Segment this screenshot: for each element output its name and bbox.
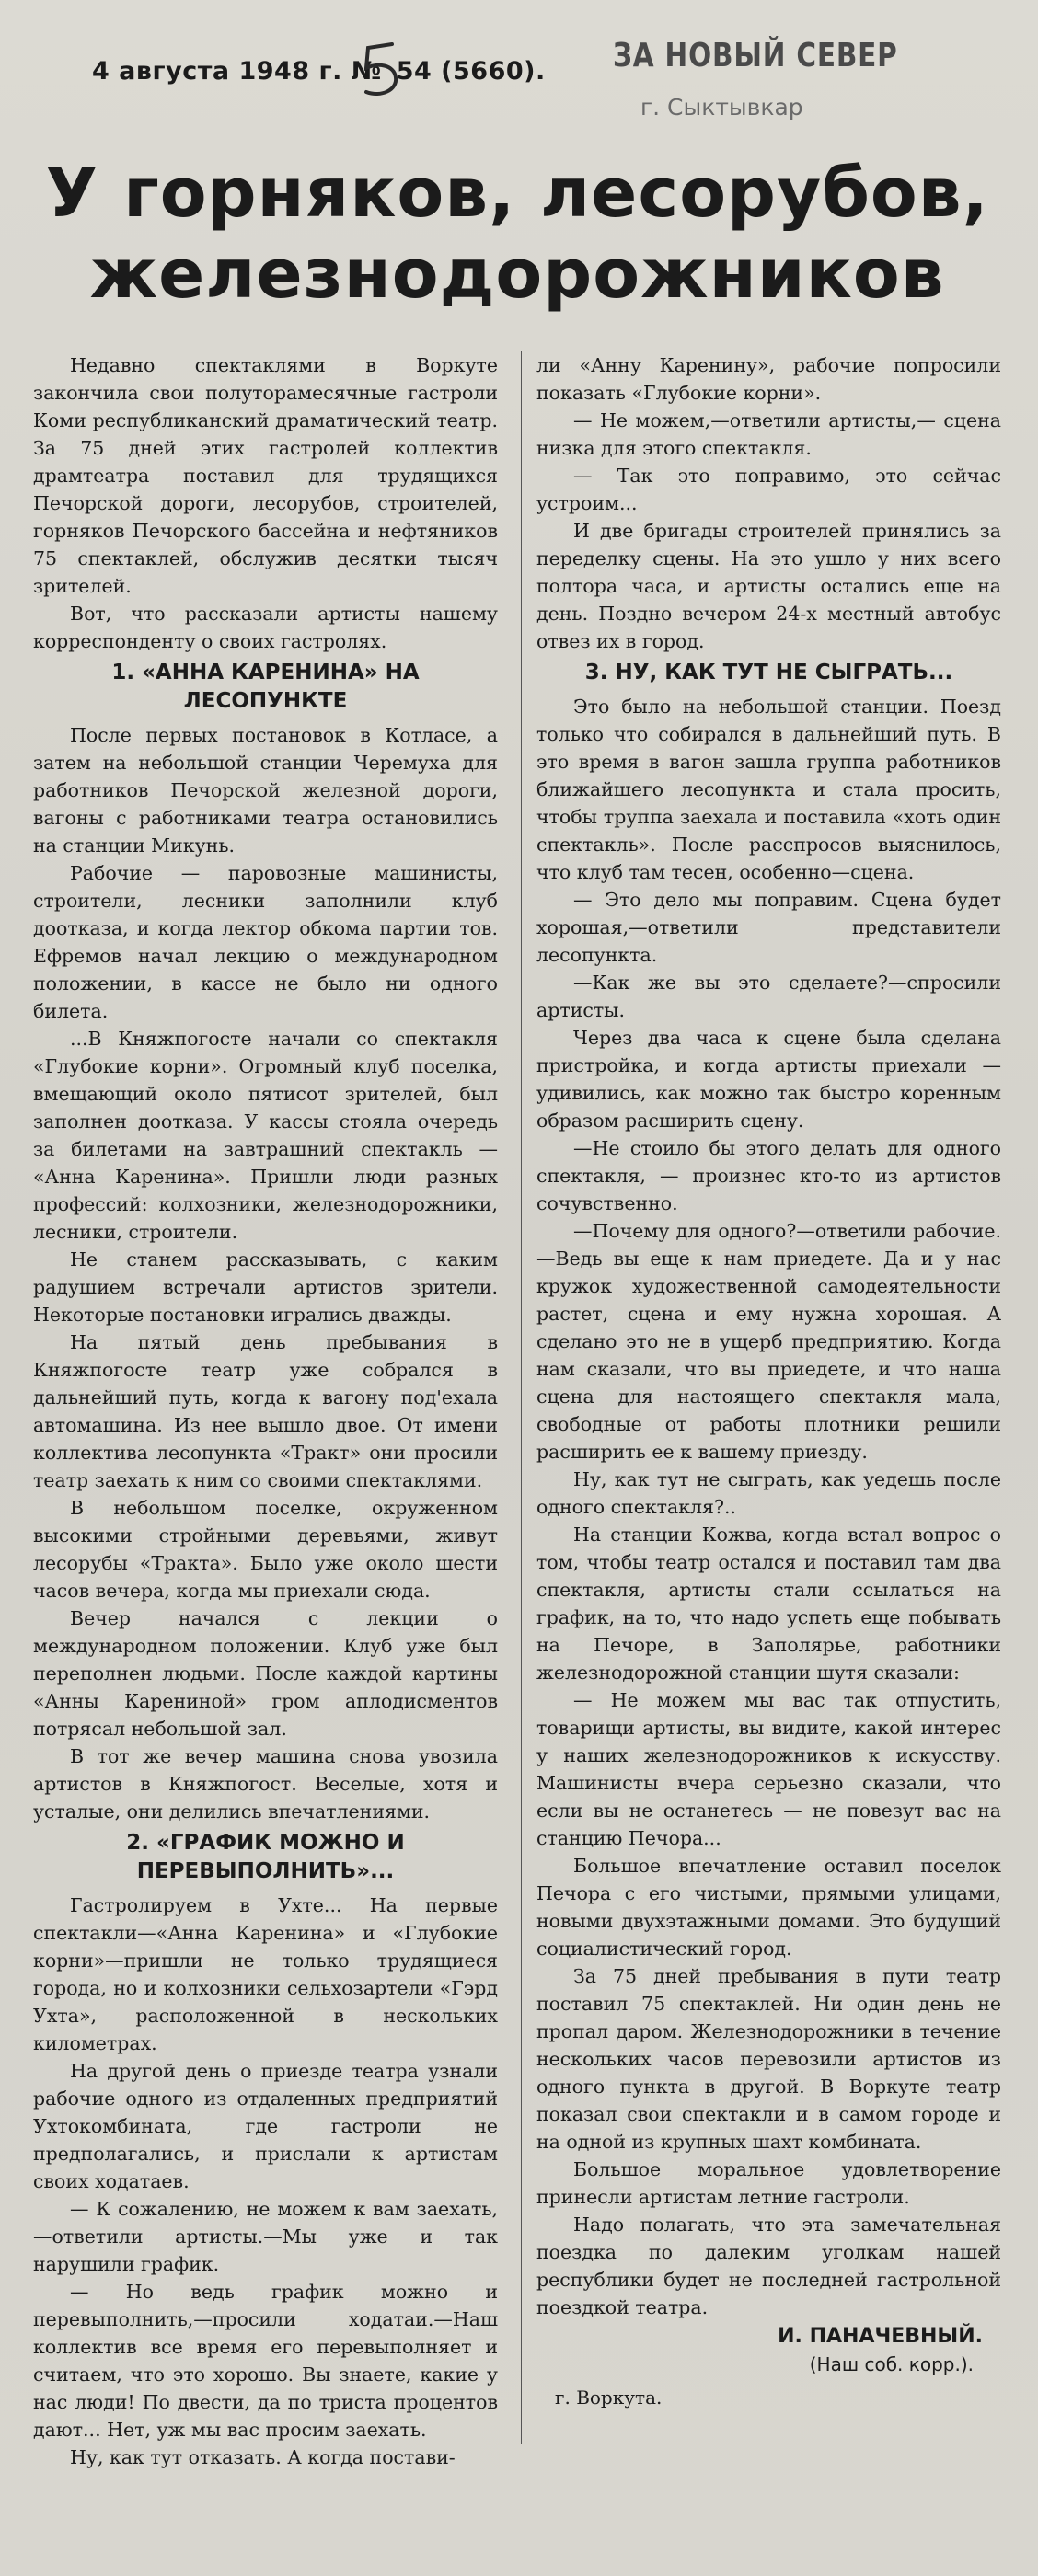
paragraph: Рабочие — паровозные машинисты, строители, лесники заполнили клуб доотказа, и когда лектор обкома партии тов. Ефремов начал лекцию о международном положении, в кассе не было ни одного билета. — [33, 862, 498, 1022]
paragraph: Не станем рассказывать, с каким радушием встречали артистов зрители. Некоторые постановки игрались дважды. — [33, 1248, 498, 1326]
paragraph: Надо полагать, что эта замечательная поездка по далеким уголкам нашей республики будет не последней гастрольной поездкой театра. — [536, 2214, 1001, 2318]
column-divider — [521, 351, 522, 2444]
page-header — [33, 37, 1001, 120]
issue-number-prefix: № — [351, 57, 382, 86]
paragraph: ли «Анну Каренину», рабочие попросили показать «Глубокие корни». — [536, 354, 1001, 404]
author-signoff — [536, 2323, 1001, 2411]
paragraph: После первых постановок в Котласе, а затем на небольшой станции Черемуха для работников Печорской железной дороги, вагоны с работниками театра остановились на станции Микунь. — [33, 724, 498, 857]
paragraph: — Так это поправимо, это сейчас устроим... — [536, 465, 1001, 514]
handwritten-mark-icon — [355, 37, 409, 101]
paragraph: Вечер начался с лекции о международном положении. Клуб уже был переполнен людьми. После каждой картины «Анны Карениной» гром аплодисментов потрясал небольшой зал. — [33, 1607, 498, 1740]
paragraph: Ну, как тут отказать. А когда постави- — [70, 2446, 456, 2468]
article-headline — [33, 153, 1001, 315]
paragraph: — Не можем,—ответили артисты,— сцена низка для этого спектакля. — [536, 409, 1001, 459]
paragraph: Недавно спектаклями в Воркуте закончила свои полуторамесячные гастроли Коми республиканский драматический театр. За 75 дней этих гастролей коллектив драмтеатра поставил для трудящихся Печорской дороги, лесорубов, строителей, горняков Печорского бассейна и нефтяников 75 спектаклей, обслужив десятки тысяч зрителей. — [33, 354, 498, 597]
paragraph: —Не стоило бы этого делать для одного спектакля, — произнес кто-то из артистов сочувственно. — [536, 1137, 1001, 1214]
subheading-3: 3. НУ, КАК ТУТ НЕ СЫГРАТЬ... — [584, 661, 953, 684]
paragraph: Ну, как тут не сыграть, как уедешь после одного спектакля?.. — [536, 1468, 1001, 1518]
paragraph: — К сожалению, не можем к вам заехать,—ответили артисты.—Мы уже и так нарушили график. — [33, 2198, 498, 2275]
masthead-city: г. Сыктывкар — [640, 94, 803, 121]
article-columns — [33, 351, 1001, 2471]
paragraph: Большое впечатление оставил поселок Печора с его чистыми, прямыми улицами, новыми двухэтажными домами. Это будущий социалистический город. — [536, 1855, 1001, 1960]
paragraph: Вот, что рассказали артисты нашему корреспонденту о своих гастролях. — [33, 603, 498, 652]
paragraph: — Не можем мы вас так отпустить, товарищи артисты, вы видите, какой интерес у наших железнодорожников к искусству. Машинисты вчера серьезно сказали, что если вы не останетесь — не повезут вас на станцию Печора... — [536, 1689, 1001, 1849]
paragraph: И две бригады строителей принялись за переделку сцены. На это ушло у них всего полтора часа, и артисты остались еще на день. Поздно вечером 24-х местный автобус отвез их в город. — [536, 520, 1001, 652]
paragraph: На станции Кожва, когда встал вопрос о том, чтобы театр остался и поставил там два спектакля, артисты стали ссылаться на график, на то, что надо успеть еще побывать на Печоре, в Заполярье, работники железнодорожной станции шутя сказали: — [536, 1524, 1001, 1684]
paragraph: —Как же вы это сделаете?—спросили артисты. — [536, 972, 1001, 1021]
paragraph: ...В Княжпогосте начали со спектакля «Глубокие корни». Огромный клуб поселка, вмещающий около пятисот зрителей, был заполнен доотказа. У кассы стояла очередь за билетами на завтрашний спектакль — «Анна Каренина». Пришли люди разных профессий: колхозники, железнодорожники, лесники, строители. — [33, 1028, 498, 1243]
author-name: И. ПАНАЧЕВНЫЙ. — [778, 2325, 983, 2348]
author-credit: (Наш соб. корр.). — [809, 2353, 974, 2375]
paragraph: — Это дело мы поправим. Сцена будет хорошая,—ответили представители лесопункта. — [536, 889, 1001, 966]
subheading-2: 2. «ГРАФИК МОЖНО И ПЕРЕВЫПОЛНИТЬ»... — [126, 1831, 405, 1883]
paragraph: За 75 дней пребывания в пути театр поставил 75 спектаклей. Ни один день не пропал даром. Железнодорожники в течение нескольких часов перевозили артистов из одного пункта в другой. В Воркуте театр показал свои спектакли и в самом городе и на одной из крупных шахт комбината. — [536, 1965, 1001, 2153]
paragraph: В небольшом поселке, окруженном высокими стройными деревьями, живут лесорубы «Тракта». Было уже около шести часов вечера, когда мы приехали сюда. — [33, 1497, 498, 1602]
paragraph: — Но ведь график можно и перевыполнить,—просили ходатаи.—Наш коллектив все время его перевыполняет и считаем, что это хорошо. Вы знаете, какие у нас люди! По двести, да по триста процентов дают... Нет, уж мы вас просим заехать. — [33, 2281, 498, 2441]
paragraph: Через два часа к сцене была сделана пристройка, и когда артисты приехали —удивились, как можно так быстро коренным образом расширить сцену. — [536, 1027, 1001, 1132]
paragraph: Это было на небольшой станции. Поезд только что собирался в дальнейший путь. В это время в вагон зашла группа работников ближайшего лесопункта и стала просить, чтобы труппа заехала и поставила «хоть один спектакль». После расспросов выяснилось, что клуб там тесен, особенно—сцена. — [536, 696, 1001, 883]
paragraph: На другой день о приезде театра узнали рабочие одного из отдаленных предприятий Ухтокомбината, где гастроли не предполагались, и прислали к артистам своих ходатаев. — [33, 2060, 498, 2192]
dateline — [92, 57, 546, 86]
issue-date: 4 августа 1948 г. — [92, 57, 342, 86]
newspaper-masthead: ЗА НОВЫЙ СЕВЕР — [613, 37, 898, 75]
paragraph: На пятый день пребывания в Княжпогосте театр уже собрался в дальнейший путь, когда к вагону под'ехала автомашина. Из нее вышло двое. От имени коллектива лесопункта «Тракт» они просили театр заехать к ним со своими спектаклями. — [33, 1331, 498, 1491]
right-column — [536, 351, 1001, 2471]
issue-number: 54 (5660). — [396, 57, 546, 86]
paragraph: —Почему для одного?—ответили рабочие.—Ведь вы еще к нам приедете. Да и у нас кружок художественной самодеятельности растет, сцена и ему нужна хорошая. А сделано это не в ущерб предприятию. Когда нам сказали, что вы приедете, и что наша сцена для настоящего спектакля мала, свободные от работы плотники решили расширить ее к вашему приезду. — [536, 1220, 1001, 1463]
left-column — [33, 351, 498, 2471]
article-place: г. Воркута. — [555, 2386, 663, 2409]
paragraph: Гастролируем в Ухте... На первые спектакли—«Анна Каренина» и «Глубокие корни»—пришли не только трудящиеся города, но и колхозники сельхозартели «Гэрд Ухта», расположенной в нескольких километрах. — [33, 1894, 498, 2054]
paragraph: В тот же вечер машина снова увозила артистов в Княжпогост. Веселые, хотя и усталые, они делились впечатлениями. — [33, 1745, 498, 1823]
subheading-1: 1. «АННА КАРЕНИНА» НА ЛЕСОПУНКТЕ — [111, 661, 420, 713]
paragraph: Большое моральное удовлетворение принесли артистам летние гастроли. — [536, 2158, 1001, 2208]
headline-line-1: У горняков, лесорубов, — [45, 154, 989, 233]
headline-line-2: железнодорожников — [89, 235, 945, 314]
